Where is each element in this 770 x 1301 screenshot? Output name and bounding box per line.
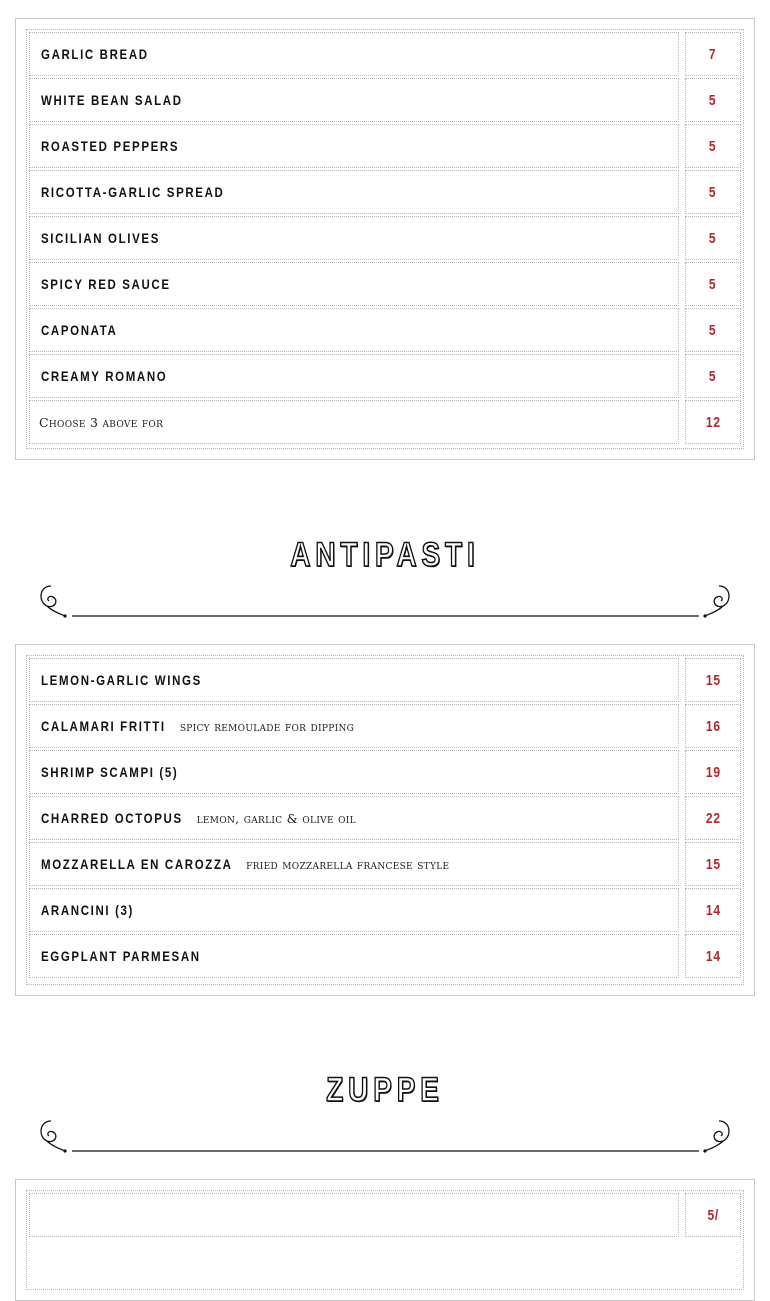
menu-item-row	[29, 216, 741, 260]
item-price: 14	[705, 947, 721, 965]
menu-item-row	[29, 888, 741, 932]
section-title-zuppe: ZUPPE	[326, 1071, 444, 1109]
item-price: 5	[709, 183, 717, 201]
antipasti-menu-box	[15, 644, 755, 996]
combo-note-price: 12	[705, 413, 721, 431]
item-price: 14	[705, 901, 721, 919]
item-price: 5	[709, 229, 717, 247]
item-price: 5	[709, 275, 717, 293]
menu-item-row	[29, 354, 741, 398]
item-name: RICOTTA-GARLIC SPREAD	[41, 184, 225, 200]
ornamental-divider	[37, 582, 733, 622]
item-name: LEMON-GARLIC WINGS	[41, 672, 202, 688]
menu-item-row	[29, 1193, 741, 1237]
menu-item-row	[29, 308, 741, 352]
menu-item-row	[29, 124, 741, 168]
item-price: 5	[709, 137, 717, 155]
menu-item-row	[29, 170, 741, 214]
starters-menu-box	[15, 18, 755, 460]
zuppe-menu-box	[15, 1179, 755, 1301]
starters-inner-frame	[26, 29, 744, 449]
antipasti-inner-frame	[26, 655, 744, 985]
item-price: 5	[709, 367, 717, 385]
item-price: 7	[709, 45, 717, 63]
item-price: 15	[705, 671, 721, 689]
item-price: 19	[705, 763, 721, 781]
item-name: ROASTED PEPPERS	[41, 138, 180, 154]
item-name: ARANCINI (3)	[41, 902, 135, 918]
item-price: 15	[705, 855, 721, 873]
item-name: WHITE BEAN SALAD	[41, 92, 183, 108]
menu-item-row	[29, 658, 741, 702]
menu-item-row	[29, 796, 741, 840]
item-name: SICILIAN OLIVES	[41, 230, 161, 246]
item-price: 5	[709, 91, 717, 109]
menu-item-row	[29, 704, 741, 748]
item-price: 16	[705, 717, 721, 735]
menu-item-row	[29, 934, 741, 978]
item-name: MOZZARELLA EN CAROZZA	[41, 856, 233, 872]
item-price: 5	[709, 321, 717, 339]
item-description: spicy remoulade for dipping	[179, 718, 355, 734]
item-name: CALAMARI FRITTI	[41, 718, 166, 734]
combo-note-row	[29, 400, 741, 444]
item-name: CREAMY ROMANO	[41, 368, 168, 384]
item-name: EGGPLANT PARMESAN	[41, 948, 201, 964]
menu-item-row	[29, 32, 741, 76]
section-title-antipasti: ANTIPASTI	[290, 536, 480, 574]
zuppe-inner-frame	[26, 1190, 744, 1290]
item-description: lemon, garlic & olive oil	[196, 810, 356, 826]
menu-item-row	[29, 842, 741, 886]
menu-item-row	[29, 78, 741, 122]
item-name: SPICY RED SAUCE	[41, 276, 171, 292]
item-name: CHARRED OCTOPUS	[41, 810, 183, 826]
item-price: 22	[705, 809, 721, 827]
item-price: 5/	[707, 1206, 719, 1224]
item-description: fried mozzarella francese style	[246, 856, 450, 872]
menu-item-row	[29, 262, 741, 306]
item-name: SHRIMP SCAMPI (5)	[41, 764, 179, 780]
menu-item-row	[29, 750, 741, 794]
item-name: GARLIC BREAD	[41, 46, 149, 62]
ornamental-divider	[37, 1117, 733, 1157]
item-name: CAPONATA	[41, 322, 118, 338]
combo-note-text: Choose 3 above for	[39, 414, 164, 430]
